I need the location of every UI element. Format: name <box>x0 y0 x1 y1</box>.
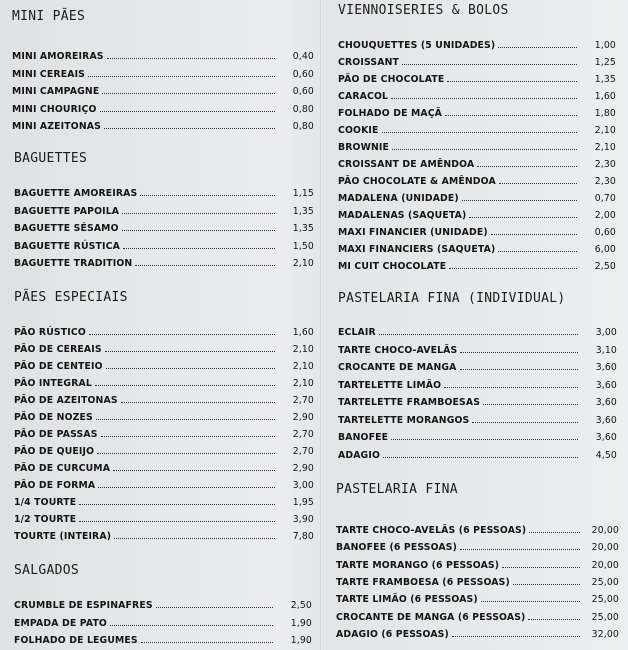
menu-item <box>14 358 314 372</box>
menu-item <box>14 392 314 406</box>
menu-item-price: 3,00 <box>595 327 617 338</box>
section-pastelaria-fina <box>336 482 619 643</box>
menu-item <box>14 185 314 199</box>
menu-item <box>14 615 312 629</box>
menu-item <box>338 429 617 443</box>
menu-item <box>336 609 619 623</box>
menu-item-price: 2,30 <box>594 159 616 170</box>
dotted-leader <box>499 183 577 184</box>
dotted-leader <box>102 93 275 94</box>
menu-item-price: 2,90 <box>292 412 314 423</box>
menu-item-name: TARTE CHOCO-AVELÃS <box>338 344 458 356</box>
menu-item-name: PÃO DE NOZES <box>14 412 93 423</box>
menu-item-name: PÃO DE CENTEIO <box>14 361 103 372</box>
dotted-leader <box>122 230 275 231</box>
menu-item-name: MAXI FINANCIERS (SAQUETA) <box>338 244 496 255</box>
menu-item-price: 20,00 <box>591 559 619 571</box>
menu-item-name: CROISSANT <box>338 57 399 68</box>
menu-item-price: 1,00 <box>594 40 616 51</box>
section-heading: BAGUETTES <box>14 150 88 167</box>
menu-item <box>14 494 314 508</box>
menu-item-name: TARTELETTE MORANGOS <box>338 414 470 426</box>
menu-item-name: MINI CEREAIS <box>12 68 86 80</box>
menu-item-name: TARTE CHOCO-AVELÃS (6 PESSOAS) <box>336 525 527 536</box>
menu-item-name: BAGUETTE PAPOILA <box>14 205 120 217</box>
menu-item-name: EMPADA DE PATO <box>14 617 107 629</box>
menu-item <box>336 574 619 588</box>
menu-item-name: MINI AMOREIRAS <box>12 51 104 62</box>
dotted-leader <box>79 521 275 522</box>
menu-item-price: 6,00 <box>594 244 616 255</box>
menu-item-name: TARTE MORANGO (6 PESSOAS) <box>336 559 500 571</box>
section-heading: MINI PÃES <box>12 8 86 25</box>
dotted-leader <box>392 149 577 150</box>
dotted-leader <box>449 268 577 269</box>
menu-item-name: FOLHADO DE LEGUMES <box>14 635 138 646</box>
menu-item-price: 25,00 <box>591 576 619 588</box>
dotted-leader <box>382 132 577 133</box>
menu-item-price: 2,10 <box>594 125 616 136</box>
menu-item-name: PÃO CHOCOLATE & AMÊNDOA <box>338 176 496 187</box>
section-mini-paes <box>12 9 314 136</box>
dotted-leader <box>141 642 273 643</box>
section-heading: PÃES ESPECIAIS <box>14 289 128 306</box>
menu-item <box>14 426 314 440</box>
dotted-leader <box>444 387 578 388</box>
dotted-leader <box>88 76 275 77</box>
menu-item-price: 1,35 <box>292 223 314 234</box>
menu-item <box>338 173 616 187</box>
menu-item-price: 1,80 <box>594 108 616 119</box>
menu-item-price: 1,95 <box>292 497 314 508</box>
menu-item <box>338 394 617 408</box>
menu-item-price: 2,30 <box>594 176 616 187</box>
menu-item-name: MINI AZEITONAS <box>12 121 101 133</box>
menu-item <box>14 409 314 423</box>
menu-item-name: ECLAIR <box>338 327 376 338</box>
menu-item-name: CHOUQUETTES (5 UNIDADES) <box>338 40 496 51</box>
menu-item-name: PÃO DE CEREAIS <box>14 344 102 355</box>
section-baguettes <box>14 151 314 273</box>
dotted-leader <box>106 368 275 369</box>
dotted-leader <box>105 351 275 352</box>
menu-item <box>338 71 616 85</box>
menu-item-price: 0,60 <box>292 68 314 80</box>
menu-item-name: PÃO DE FORMA <box>14 480 96 491</box>
menu-item-price: 2,00 <box>594 210 616 221</box>
menu-item-name: BANOFEE <box>338 432 389 443</box>
menu-item-price: 1,60 <box>594 91 616 102</box>
dotted-leader <box>104 128 275 129</box>
dotted-leader <box>502 567 580 568</box>
menu-item-price: 1,90 <box>290 635 312 646</box>
menu-item-price: 3,90 <box>292 514 314 525</box>
dotted-leader <box>113 470 275 471</box>
menu-item <box>12 66 314 80</box>
dotted-leader <box>107 58 275 59</box>
menu-item-price: 0,60 <box>594 227 616 238</box>
menu-item-name: MINI CAMPAGNE <box>12 86 100 98</box>
menu-item <box>336 626 619 640</box>
menu-item-price: 0,80 <box>292 103 314 115</box>
menu-item-price: 1,50 <box>292 240 314 252</box>
menu-item <box>338 139 616 153</box>
menu-item-price: 0,60 <box>292 86 314 98</box>
dotted-leader <box>383 457 578 458</box>
menu-item <box>338 54 616 68</box>
menu-item <box>14 324 314 338</box>
menu-item-price: 7,80 <box>292 531 314 542</box>
dotted-leader <box>391 439 578 440</box>
section-salgados <box>14 563 312 650</box>
menu-item <box>14 511 314 525</box>
page-fold-divider <box>320 0 322 650</box>
menu-item-name: PÃO DE QUEIJO <box>14 446 95 457</box>
section-paes-especiais <box>14 290 314 545</box>
menu-item-name: MADALENAS (SAQUETA) <box>338 210 467 221</box>
menu-item-price: 2,10 <box>292 378 314 389</box>
menu-item-name: BAGUETTE SÉSAMO <box>14 223 119 234</box>
dotted-leader <box>100 111 275 112</box>
menu-item-price: 2,50 <box>290 600 312 611</box>
menu-item-price: 2,70 <box>292 446 314 457</box>
menu-item-name: BROWNIE <box>338 142 390 153</box>
menu-item <box>338 105 616 119</box>
section-heading: SALGADOS <box>14 562 80 579</box>
menu-item-price: 25,00 <box>591 594 619 606</box>
dotted-leader <box>477 166 577 167</box>
menu-item-price: 3,60 <box>595 432 617 443</box>
menu-item <box>14 255 314 269</box>
menu-item-name: CRUMBLE DE ESPINAFRES <box>14 600 153 611</box>
menu-item-price: 1,15 <box>292 188 314 199</box>
menu-item <box>336 539 619 553</box>
menu-item <box>338 207 616 221</box>
dotted-leader <box>402 64 577 65</box>
menu-item <box>338 447 617 461</box>
menu-item-name: MAXI FINANCIER (UNIDADE) <box>338 227 488 238</box>
menu-item-price: 1,90 <box>290 617 312 629</box>
dotted-leader <box>460 352 578 353</box>
menu-item <box>336 557 619 571</box>
menu-item <box>14 203 314 217</box>
section-viennoiseries <box>338 3 616 275</box>
menu-item-name: PÃO DE CURCUMA <box>14 463 111 474</box>
menu-item-name: TARTELETTE LIMÃO <box>338 379 442 391</box>
dotted-leader <box>491 234 577 235</box>
dotted-leader <box>98 487 275 488</box>
menu-item-name: PÃO DE CHOCOLATE <box>338 74 445 85</box>
menu-item <box>14 443 314 457</box>
menu-item-price: 2,10 <box>594 142 616 153</box>
dotted-leader <box>498 47 577 48</box>
menu-item <box>338 88 616 102</box>
dotted-leader <box>462 200 577 201</box>
dotted-leader <box>110 625 273 626</box>
menu-item-name: CROCANTE DE MANGA (6 PESSOAS) <box>336 611 526 623</box>
menu-item-name: BAGUETTE TRADITION <box>14 258 133 269</box>
dotted-leader <box>469 217 577 218</box>
section-pastelaria-individual <box>338 291 617 464</box>
menu-item-price: 1,35 <box>594 74 616 85</box>
dotted-leader <box>96 419 275 420</box>
menu-item-price: 25,00 <box>591 611 619 623</box>
menu-item <box>14 597 312 611</box>
dotted-leader <box>460 369 578 370</box>
dotted-leader <box>123 248 275 249</box>
menu-item-price: 2,90 <box>292 463 314 474</box>
menu-item <box>12 48 314 62</box>
menu-item-price: 3,60 <box>595 362 617 373</box>
menu-item-name: PÃO INTEGRAL <box>14 378 92 389</box>
dotted-leader <box>472 422 578 423</box>
menu-item-name: PÃO RÚSTICO <box>14 327 86 338</box>
menu-item <box>12 83 314 97</box>
dotted-leader <box>156 607 273 608</box>
dotted-leader <box>89 334 275 335</box>
menu-item <box>14 528 314 542</box>
menu-item <box>336 591 619 605</box>
menu-item-name: PÃO DE PASSAS <box>14 429 98 440</box>
dotted-leader <box>121 402 275 403</box>
menu-item <box>338 241 616 255</box>
dotted-leader <box>391 98 577 99</box>
menu-item-name: BANOFEE (6 PESSOAS) <box>336 542 457 554</box>
menu-item-name: CROCANTE DE MANGA <box>338 362 457 373</box>
dotted-leader <box>483 404 578 405</box>
menu-item <box>338 37 616 51</box>
menu-item-price: 1,25 <box>594 57 616 68</box>
menu-item <box>338 258 616 272</box>
menu-item-price: 3,10 <box>595 344 617 356</box>
dotted-leader <box>122 213 275 214</box>
menu-item-price: 2,70 <box>292 429 314 440</box>
menu-item <box>338 224 616 238</box>
menu-item-name: 1/4 TOURTE <box>14 497 77 508</box>
menu-item-price: 2,10 <box>292 361 314 372</box>
menu-item <box>336 522 619 536</box>
menu-item-name: MADALENA (UNIDADE) <box>338 193 459 204</box>
menu-item <box>14 238 314 252</box>
section-heading: PASTELARIA FINA (INDIVIDUAL) <box>338 290 566 307</box>
dotted-leader <box>452 636 580 637</box>
dotted-leader <box>498 251 577 252</box>
menu-item-price: 20,00 <box>591 525 619 536</box>
dotted-leader <box>135 265 275 266</box>
menu-item <box>12 118 314 132</box>
menu-item-price: 20,00 <box>591 542 619 554</box>
dotted-leader <box>140 195 275 196</box>
menu-item <box>12 101 314 115</box>
menu-item <box>14 460 314 474</box>
menu-item-name: MI CUIT CHOCOLATE <box>338 261 447 272</box>
menu-item-name: TOURTE (INTEIRA) <box>14 531 112 542</box>
menu-item-price: 1,35 <box>292 205 314 217</box>
dotted-leader <box>79 504 275 505</box>
dotted-leader <box>97 453 275 454</box>
dotted-leader <box>460 549 580 550</box>
menu-item <box>338 377 617 391</box>
menu-item <box>14 477 314 491</box>
menu-item-price: 4,50 <box>595 449 617 461</box>
menu-item <box>338 412 617 426</box>
dotted-leader <box>481 601 580 602</box>
menu-item <box>14 341 314 355</box>
menu-item-name: TARTE FRAMBOESA (6 PESSOAS) <box>336 576 510 588</box>
menu-item-name: BAGUETTE AMOREIRAS <box>14 188 138 199</box>
dotted-leader <box>513 584 580 585</box>
menu-item <box>338 342 617 356</box>
menu-item-price: 2,50 <box>594 261 616 272</box>
menu-item-price: 0,40 <box>292 51 314 62</box>
menu-item-name: 1/2 TOURTE <box>14 514 77 525</box>
menu-item-name: CARACOL <box>338 91 389 102</box>
dotted-leader <box>101 436 275 437</box>
menu-item-name: COOKIE <box>338 125 379 136</box>
menu-item-price: 2,10 <box>292 258 314 269</box>
menu-item-price: 2,10 <box>292 344 314 355</box>
menu-item <box>14 375 314 389</box>
menu-item-name: ADAGIO <box>338 449 381 461</box>
menu-item <box>338 324 617 338</box>
menu-item-price: 1,60 <box>292 327 314 338</box>
menu-item-price: 0,70 <box>594 193 616 204</box>
menu-item-name: CROISSANT DE AMÊNDOA <box>338 159 475 170</box>
dotted-leader <box>529 532 580 533</box>
menu-item <box>338 190 616 204</box>
menu-item-name: FOLHADO DE MAÇÃ <box>338 108 443 119</box>
menu-item-name: ADAGIO (6 PESSOAS) <box>336 628 449 640</box>
dotted-leader <box>95 385 275 386</box>
menu-item-name: TARTE LIMÃO (6 PESSOAS) <box>336 594 478 606</box>
menu-item-price: 0,80 <box>292 121 314 133</box>
menu-item-name: PÃO DE AZEITONAS <box>14 395 118 406</box>
menu-item-name: MINI CHOURIÇO <box>12 103 97 115</box>
menu-item <box>14 632 312 646</box>
menu-item <box>14 220 314 234</box>
menu-item-name: TARTELETTE FRAMBOESAS <box>338 397 481 408</box>
menu-item <box>338 122 616 136</box>
menu-item-price: 2,70 <box>292 395 314 406</box>
menu-item-price: 3,60 <box>595 414 617 426</box>
dotted-leader <box>379 334 578 335</box>
menu-item-price: 32,00 <box>591 628 619 640</box>
menu-item-price: 3,60 <box>595 397 617 408</box>
dotted-leader <box>447 81 577 82</box>
dotted-leader <box>445 115 577 116</box>
menu-item-price: 3,60 <box>595 379 617 391</box>
section-heading: VIENNOISERIES & BOLOS <box>338 2 509 19</box>
section-heading: PASTELARIA FINA <box>336 481 458 498</box>
menu-item-price: 3,00 <box>292 480 314 491</box>
dotted-leader <box>528 619 580 620</box>
menu-item <box>338 359 617 373</box>
dotted-leader <box>114 538 275 539</box>
menu-item <box>338 156 616 170</box>
menu-item-name: BAGUETTE RÚSTICA <box>14 240 120 252</box>
